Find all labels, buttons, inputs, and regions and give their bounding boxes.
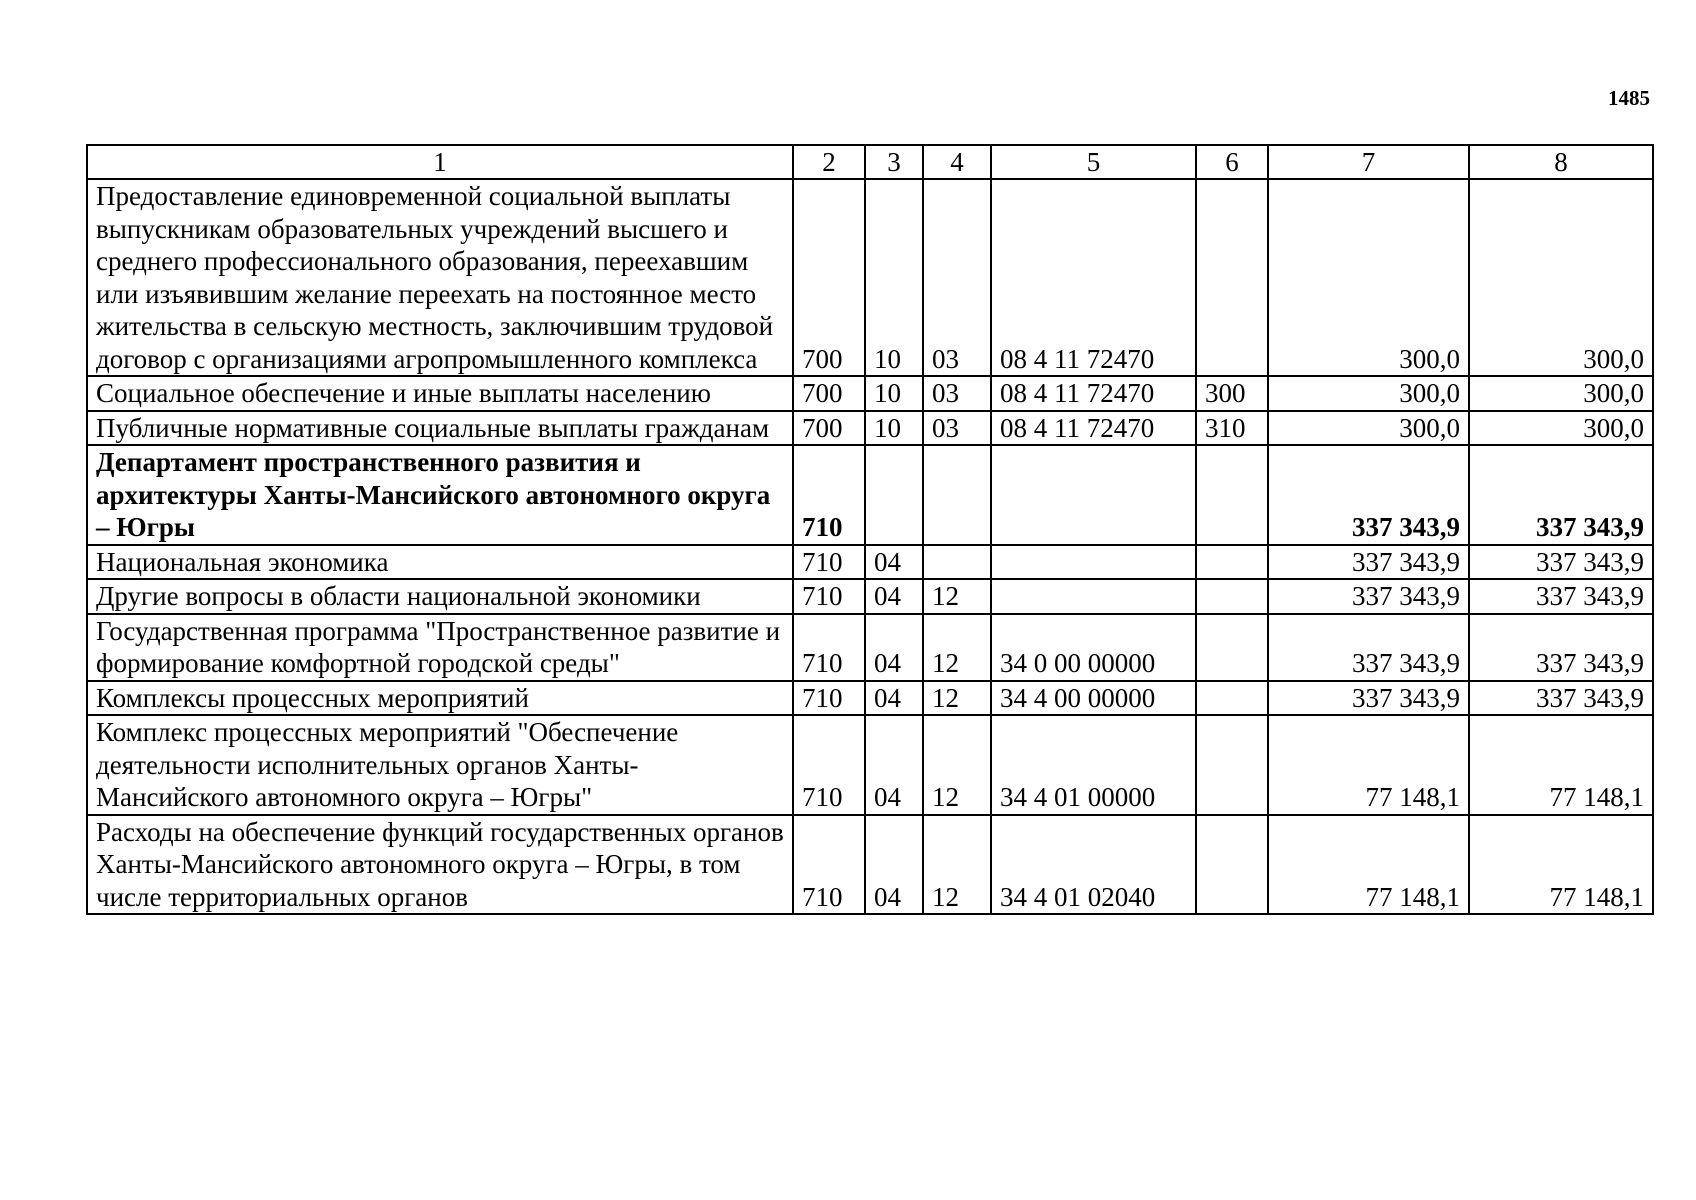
row-col3: 10 [865, 376, 923, 411]
table-row [87, 545, 1653, 580]
row-col3: 10 [865, 179, 923, 376]
row-col3: 04 [865, 815, 923, 915]
row-col2: 710 [793, 681, 865, 716]
row-col4: 12 [923, 681, 991, 716]
table-row [87, 376, 1653, 411]
row-col8: 300,0 [1469, 376, 1653, 411]
row-col5: 08 4 11 72470 [991, 376, 1196, 411]
row-col5: 34 4 01 02040 [991, 815, 1196, 915]
row-name: Государственная программа "Пространственное развитие и формирование комфортной городской среды" [87, 614, 793, 681]
table-row [87, 179, 1653, 376]
page-number: 1485 [1608, 86, 1650, 110]
row-col8: 337 343,9 [1469, 614, 1653, 681]
row-col8: 337 343,9 [1469, 545, 1653, 580]
row-name: Социальное обеспечение и иные выплаты населению [87, 376, 793, 411]
column-header-8: 8 [1469, 145, 1653, 179]
row-col4: 03 [923, 179, 991, 376]
row-col7: 77 148,1 [1268, 815, 1469, 915]
column-header-7: 7 [1268, 145, 1469, 179]
row-name: Комплексы процессных мероприятий [87, 681, 793, 716]
row-col6 [1196, 579, 1268, 614]
column-header-1: 1 [87, 145, 793, 179]
row-col6 [1196, 179, 1268, 376]
row-col2: 710 [793, 545, 865, 580]
row-col6 [1196, 681, 1268, 716]
row-col5: 34 4 01 00000 [991, 715, 1196, 815]
row-col6 [1196, 815, 1268, 915]
row-col3: 04 [865, 715, 923, 815]
table-row [87, 411, 1653, 446]
row-col5 [991, 545, 1196, 580]
row-col7: 77 148,1 [1268, 715, 1469, 815]
row-col5 [991, 445, 1196, 545]
row-col6 [1196, 445, 1268, 545]
row-col6: 300 [1196, 376, 1268, 411]
row-col6: 310 [1196, 411, 1268, 446]
row-col2: 710 [793, 614, 865, 681]
row-col8: 337 343,9 [1469, 445, 1653, 545]
row-name: Комплекс процессных мероприятий "Обеспечение деятельности исполнительных органов Ханты-Мансийского автономного округа – Югры" [87, 715, 793, 815]
row-col2: 700 [793, 376, 865, 411]
row-col8: 300,0 [1469, 411, 1653, 446]
column-header-4: 4 [923, 145, 991, 179]
row-col2: 710 [793, 579, 865, 614]
row-name: Публичные нормативные социальные выплаты гражданам [87, 411, 793, 446]
row-col3: 04 [865, 579, 923, 614]
row-col2: 710 [793, 445, 865, 545]
row-col2: 710 [793, 815, 865, 915]
row-name: Расходы на обеспечение функций государственных органов Ханты-Мансийского автономного округа – Югры, в том числе территориальных органов [87, 815, 793, 915]
row-col3: 04 [865, 545, 923, 580]
row-col5: 34 4 00 00000 [991, 681, 1196, 716]
row-col7: 300,0 [1268, 179, 1469, 376]
table-row [87, 614, 1653, 681]
header-row [87, 145, 1653, 179]
row-col8: 77 148,1 [1469, 715, 1653, 815]
row-col4: 03 [923, 376, 991, 411]
row-col7: 337 343,9 [1268, 445, 1469, 545]
row-name: Департамент пространственного развития и архитектуры Ханты-Мансийского автономного округа – Югры [87, 445, 793, 545]
row-col3: 04 [865, 614, 923, 681]
row-col3 [865, 445, 923, 545]
row-col2: 710 [793, 715, 865, 815]
row-col4: 12 [923, 715, 991, 815]
row-col7: 337 343,9 [1268, 545, 1469, 580]
row-col6 [1196, 545, 1268, 580]
row-col4: 03 [923, 411, 991, 446]
table-row [87, 681, 1653, 716]
row-col7: 337 343,9 [1268, 579, 1469, 614]
row-col4: 12 [923, 815, 991, 915]
row-col5: 08 4 11 72470 [991, 411, 1196, 446]
row-col3: 04 [865, 681, 923, 716]
row-col4 [923, 445, 991, 545]
row-col5: 08 4 11 72470 [991, 179, 1196, 376]
row-col4: 12 [923, 579, 991, 614]
column-header-6: 6 [1196, 145, 1268, 179]
table-row [87, 815, 1653, 915]
row-name: Другие вопросы в области национальной экономики [87, 579, 793, 614]
row-col5 [991, 579, 1196, 614]
row-col8: 300,0 [1469, 179, 1653, 376]
row-col6 [1196, 715, 1268, 815]
row-name: Предоставление единовременной социальной выплаты выпускникам образовательных учреждений высшего и среднего профессионального образования, переехавшим или изъявившим желание переехать на постоянное место жительства в сельскую местность, заключившим трудовой договор с организациями агропромышленного комплекса [87, 179, 793, 376]
table-row [87, 445, 1653, 545]
row-col7: 300,0 [1268, 411, 1469, 446]
table-row [87, 715, 1653, 815]
row-col5: 34 0 00 00000 [991, 614, 1196, 681]
row-col3: 10 [865, 411, 923, 446]
row-col7: 300,0 [1268, 376, 1469, 411]
row-col4: 12 [923, 614, 991, 681]
column-header-3: 3 [865, 145, 923, 179]
row-col8: 337 343,9 [1469, 579, 1653, 614]
column-header-2: 2 [793, 145, 865, 179]
column-header-5: 5 [991, 145, 1196, 179]
row-col8: 337 343,9 [1469, 681, 1653, 716]
row-col4 [923, 545, 991, 580]
row-col8: 77 148,1 [1469, 815, 1653, 915]
row-col7: 337 343,9 [1268, 681, 1469, 716]
budget-table [86, 144, 1654, 915]
row-col6 [1196, 614, 1268, 681]
row-name: Национальная экономика [87, 545, 793, 580]
row-col2: 700 [793, 411, 865, 446]
row-col2: 700 [793, 179, 865, 376]
table-row [87, 579, 1653, 614]
row-col7: 337 343,9 [1268, 614, 1469, 681]
